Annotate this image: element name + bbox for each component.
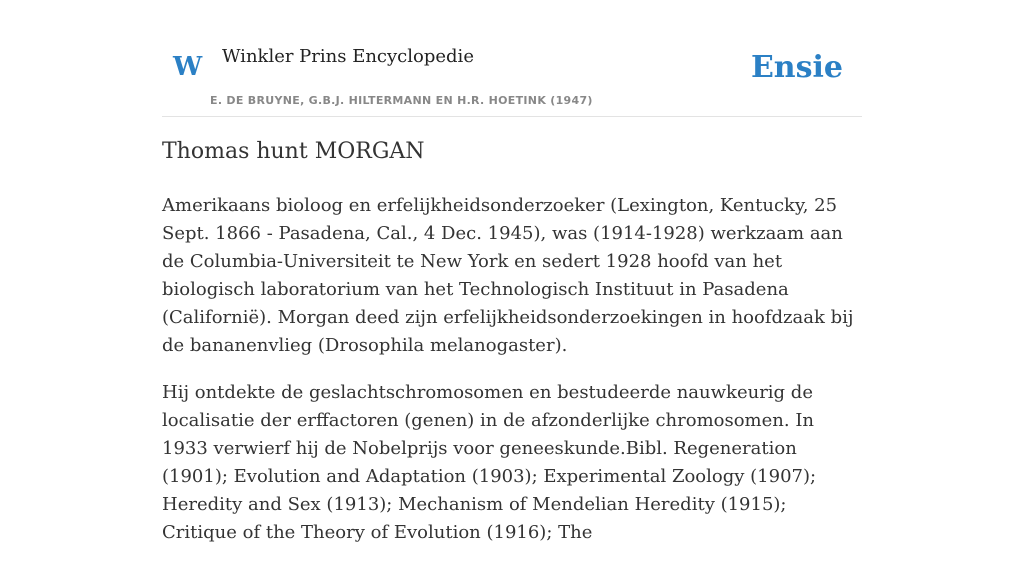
book-title[interactable]: Winkler Prins Encyclopedie xyxy=(222,46,474,67)
site-header xyxy=(162,0,862,117)
winkler-prins-logo[interactable]: W xyxy=(173,52,203,82)
entry-title: Thomas hunt MORGAN xyxy=(162,139,425,164)
article-paragraph: Amerikaans bioloog en erfelijkheidsonderzoeker (Lexington, Kentucky, 25 Sept. 1866 - Pasadena, Cal., 4 Dec. 1945), was (1914-1928) werkzaam aan de Columbia-Universiteit te New York en sedert 1928 hoofd van het biologisch laboratorium van het Technologisch Instituut in Pasadena (Californië). Morgan deed zijn erfelijkheidsonderzoekingen in hoofdzaak bij de bananenvlieg (Drosophila melanogaster). xyxy=(162,195,854,356)
ensie-logo[interactable]: Ensie xyxy=(750,50,843,85)
book-authors: E. DE BRUYNE, G.B.J. HILTERMANN EN H.R. HOETINK (1947) xyxy=(210,94,593,107)
article-body xyxy=(162,192,862,566)
article-paragraph: Hij ontdekte de geslachtschromosomen en bestudeerde nauwkeurig de localisatie der erffactoren (genen) in de afzonderlijke chromosomen. In 1933 verwierf hij de Nobelprijs voor geneeskunde.Bibl. Regeneration (1901); Evolution and Adaptation (1903); Experimental Zoology (1907); Heredity and Sex (1913); Mechanism of Mendelian Heredity (1915); Critique of the Theory of Evolution (1916); The xyxy=(162,382,817,543)
